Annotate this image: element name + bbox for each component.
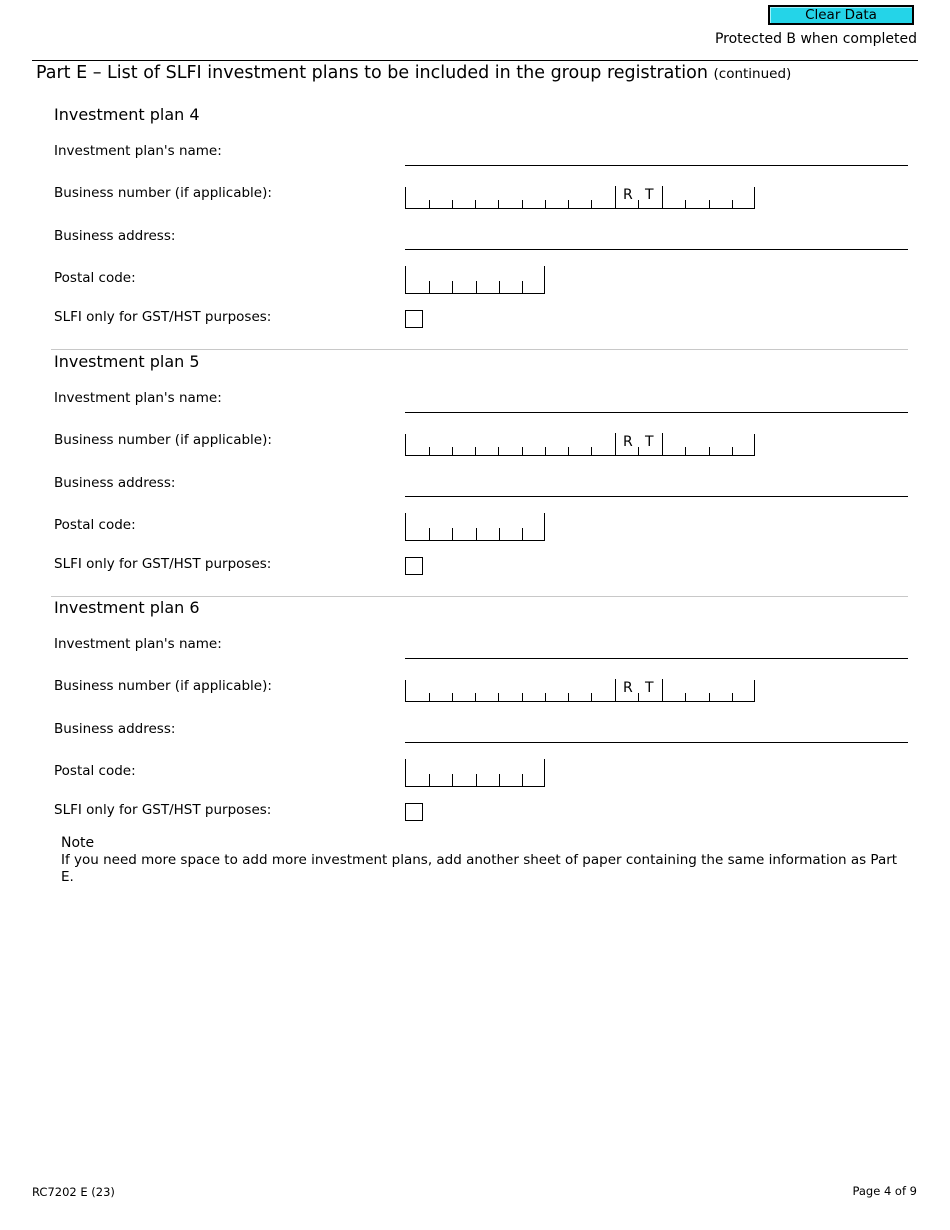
digit-divider — [499, 774, 500, 786]
digit-divider — [662, 679, 663, 701]
postal-code-label: Postal code: — [54, 516, 136, 533]
digit-divider — [476, 774, 477, 786]
postal-code-input[interactable] — [405, 513, 545, 541]
digit-divider — [499, 528, 500, 540]
business-address-label: Business address: — [54, 228, 176, 244]
digit-divider — [545, 200, 546, 208]
postal-code-input[interactable] — [405, 266, 545, 294]
note-text: If you need more space to add more investment plans, add another sheet of paper containing the same information as Part E. — [61, 852, 898, 885]
digit-divider — [685, 200, 686, 208]
digit-divider — [452, 774, 453, 786]
digit-divider — [475, 200, 476, 208]
digit-divider — [429, 281, 430, 293]
form-id: RC7202 E (23) — [32, 1185, 115, 1199]
digit-divider — [429, 528, 430, 540]
investment-plan-name-label: Investment plan's name: — [54, 636, 222, 652]
digit-divider — [732, 693, 733, 701]
digit-divider — [662, 433, 663, 455]
rt-letter-t: T — [645, 680, 654, 696]
digit-divider — [615, 679, 616, 701]
part-e-continued: (continued) — [713, 66, 792, 82]
digit-divider — [709, 200, 710, 208]
postal-code-label: Postal code: — [54, 763, 136, 779]
digit-divider — [498, 200, 499, 208]
digit-divider — [499, 281, 500, 293]
postal-code-label: Postal code: — [54, 270, 136, 286]
digit-divider — [522, 693, 523, 701]
part-e-title-text: Part E – List of SLFI investment plans to be included in the group registration — [36, 63, 708, 83]
digit-divider — [638, 693, 639, 701]
part-e-title — [36, 63, 791, 83]
digit-divider — [638, 447, 639, 455]
digit-divider — [475, 447, 476, 455]
investment-plan-name-input[interactable] — [405, 165, 908, 166]
digit-divider — [591, 693, 592, 701]
business-address-input[interactable] — [405, 742, 908, 743]
digit-divider — [452, 693, 453, 701]
digit-divider — [638, 200, 639, 208]
digit-divider — [732, 447, 733, 455]
digit-divider — [662, 186, 663, 208]
protected-b-notice: Protected B when completed — [714, 31, 917, 47]
digit-divider — [522, 528, 523, 540]
digit-divider — [476, 528, 477, 540]
plan-title: Investment plan 6 — [54, 598, 200, 617]
digit-divider — [545, 693, 546, 701]
digit-divider — [429, 447, 430, 455]
slfi-only-label: SLFI only for GST/HST purposes: — [54, 309, 272, 325]
plan-title: Investment plan 4 — [54, 105, 200, 124]
digit-divider — [615, 433, 616, 455]
investment-plan-name-label: Investment plan's name: — [54, 143, 222, 159]
rt-letter-t: T — [645, 187, 654, 203]
investment-plan-name-input[interactable] — [405, 412, 908, 413]
rt-letter-t: T — [645, 433, 654, 450]
digit-divider — [498, 447, 499, 455]
slfi-only-checkbox[interactable] — [405, 310, 423, 328]
digit-divider — [498, 693, 499, 701]
business-number-input[interactable] — [405, 434, 755, 456]
digit-divider — [522, 447, 523, 455]
digit-divider — [429, 693, 430, 701]
business-address-input[interactable] — [405, 496, 908, 497]
digit-divider — [709, 693, 710, 701]
plan-separator — [51, 596, 908, 597]
digit-divider — [452, 281, 453, 293]
digit-divider — [452, 200, 453, 208]
slfi-only-label: SLFI only for GST/HST purposes: — [54, 555, 272, 572]
slfi-only-checkbox[interactable] — [405, 803, 423, 821]
plan-separator — [51, 349, 908, 350]
header-divider — [32, 60, 918, 61]
digit-divider — [568, 693, 569, 701]
digit-divider — [475, 693, 476, 701]
business-address-label: Business address: — [54, 474, 176, 491]
digit-divider — [591, 200, 592, 208]
digit-divider — [732, 200, 733, 208]
rt-letter-r: R — [623, 187, 633, 203]
business-number-label: Business number (if applicable): — [54, 185, 272, 201]
digit-divider — [591, 447, 592, 455]
business-address-input[interactable] — [405, 249, 908, 250]
digit-divider — [685, 693, 686, 701]
digit-divider — [522, 200, 523, 208]
digit-divider — [615, 186, 616, 208]
digit-divider — [709, 447, 710, 455]
business-number-label: Business number (if applicable): — [54, 678, 272, 694]
digit-divider — [476, 281, 477, 293]
digit-divider — [568, 447, 569, 455]
digit-divider — [685, 447, 686, 455]
digit-divider — [568, 200, 569, 208]
digit-divider — [522, 281, 523, 293]
digit-divider — [452, 447, 453, 455]
digit-divider — [429, 774, 430, 786]
digit-divider — [429, 200, 430, 208]
slfi-only-label: SLFI only for GST/HST purposes: — [54, 802, 272, 818]
postal-code-input[interactable] — [405, 759, 545, 787]
investment-plan-name-label: Investment plan's name: — [54, 389, 222, 406]
digit-divider — [522, 774, 523, 786]
rt-letter-r: R — [623, 680, 633, 696]
slfi-only-checkbox[interactable] — [405, 557, 423, 575]
note-title: Note — [61, 835, 95, 851]
rt-letter-r: R — [623, 433, 633, 450]
page-number: Page 4 of 9 — [852, 1184, 917, 1198]
business-number-label: Business number (if applicable): — [54, 431, 272, 448]
business-number-input[interactable] — [405, 187, 755, 209]
business-address-label: Business address: — [54, 721, 176, 737]
investment-plan-name-input[interactable] — [405, 658, 908, 659]
digit-divider — [452, 528, 453, 540]
digit-divider — [545, 447, 546, 455]
business-number-input[interactable] — [405, 680, 755, 702]
plan-title: Investment plan 5 — [54, 351, 200, 371]
clear-data-button[interactable]: Clear Data — [768, 5, 914, 25]
